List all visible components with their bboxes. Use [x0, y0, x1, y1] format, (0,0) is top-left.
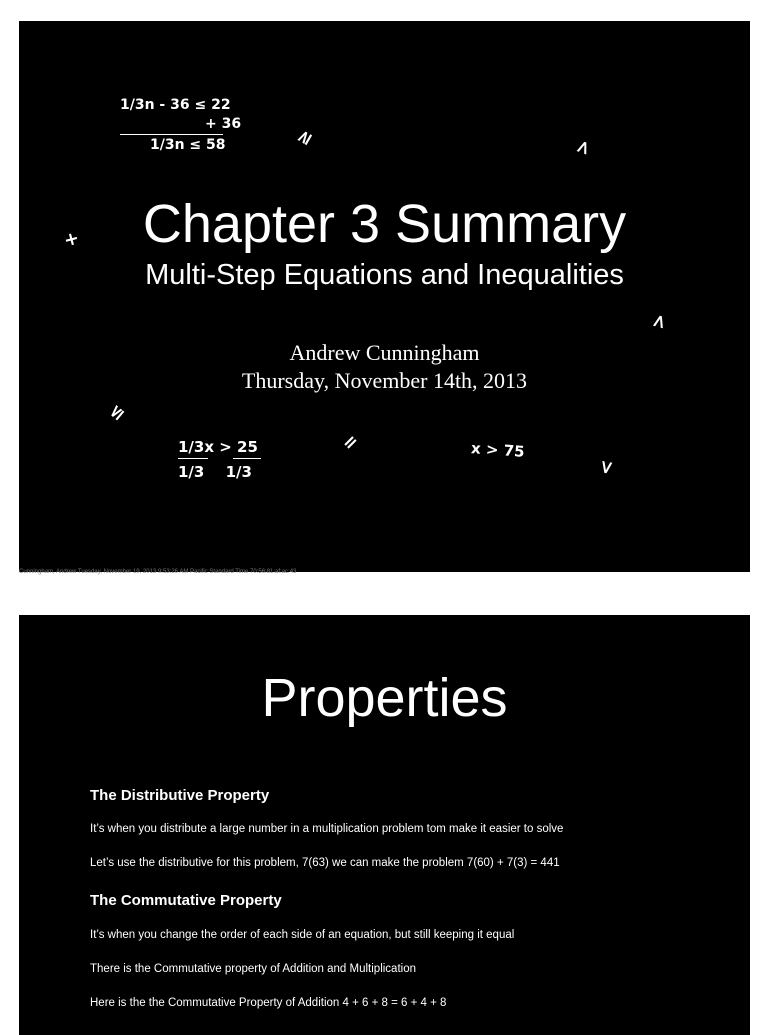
title-slide: [19, 21, 750, 572]
presentation-date: Thursday, November 14th, 2013: [241, 368, 528, 393]
symbol-plus: +: [61, 227, 82, 252]
symbol-greater: >: [571, 136, 596, 159]
fraction-denominator: 1/3 1/3: [178, 463, 252, 481]
author-name: Andrew Cunningham: [289, 340, 480, 365]
symbol-less: <: [594, 458, 619, 477]
result-inequality: x > 75: [470, 439, 526, 461]
equation-divider: [120, 134, 223, 135]
fraction-bar-right: [233, 458, 261, 459]
slide-title: Properties: [261, 668, 508, 728]
body-text: Here is the the Commutative Property of Addition 4 + 6 + 8 = 6 + 4 + 8: [90, 997, 447, 1009]
equation-line-1: 1/3n - 36 ≤ 22: [120, 97, 231, 113]
slide-title: Chapter 3 Summary: [142, 194, 627, 254]
body-text: There is the Commutative property of Addition and Multiplication: [90, 963, 416, 975]
equation-line-2: + 36: [205, 116, 242, 132]
symbol-equals: =: [337, 429, 364, 456]
symbol-greater-2: >: [647, 311, 672, 332]
symbol-less-equal: ≤: [103, 399, 130, 426]
symbol-greater-equal: ≥: [291, 125, 318, 150]
section-heading: The Commutative Property: [90, 892, 282, 909]
body-text: Let’s use the distributive for this problem, 7(63) we can make the problem 7(60) + 7(3) = 441: [90, 857, 560, 869]
equation-line-3: 1/3n ≤ 58: [150, 137, 226, 153]
fraction-numerator: 1/3x > 25: [178, 438, 258, 456]
body-text: It’s when you distribute a large number in a multiplication problem tom make it easier to solve: [90, 823, 564, 835]
body-text: It’s when you change the order of each side of an equation, but still keeping it equal: [90, 929, 515, 941]
section-heading: The Distributive Property: [90, 787, 270, 804]
print-footer: Cunningham, Andrew Tuesday, November 19, 2013 9:53:26 AM Pacific Standard Time 70:56:81:af:ac:43: [19, 569, 297, 575]
slide-subtitle: Multi-Step Equations and Inequalities: [145, 259, 624, 291]
fraction-bar-left: [178, 458, 208, 459]
properties-slide: [19, 615, 750, 1035]
